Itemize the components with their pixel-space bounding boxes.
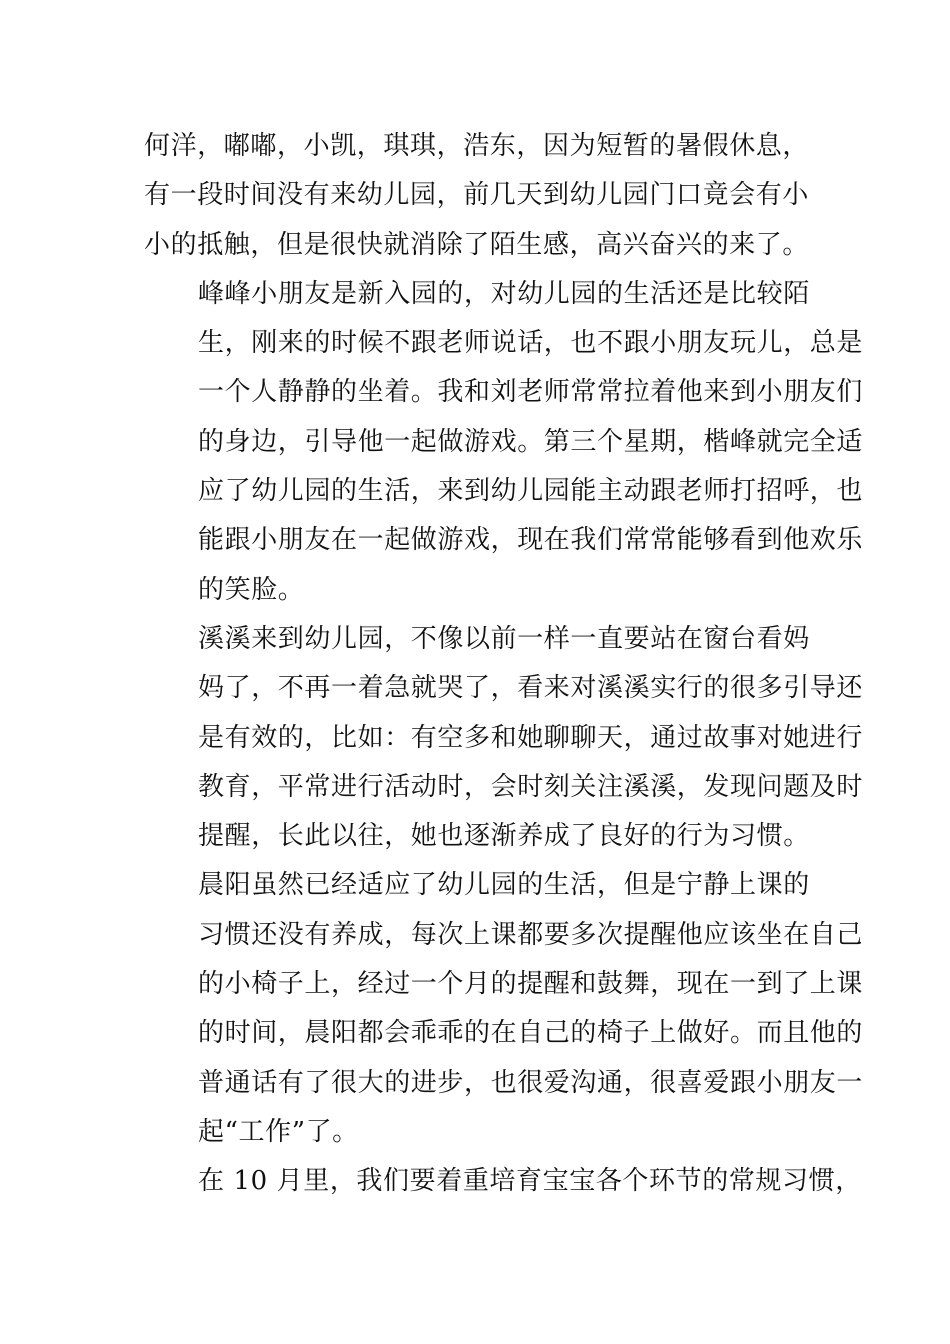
text-line: 起“工作”了。: [198, 1116, 359, 1147]
text-line: 小的抵触，但是很快就消除了陌生感，高兴奋兴的来了。: [144, 229, 810, 260]
text-line: 习惯还没有养成，每次上课都要多次提醒他应该坐在自己: [198, 919, 864, 950]
text-line: 普通话有了很大的进步，也很爱沟通，很喜爱跟小朋友一: [198, 1067, 864, 1098]
paragraph: [144, 270, 864, 615]
text-line: 提醒，长此以往，她也逐渐养成了良好的行为习惯。: [198, 821, 810, 852]
text-line: 溪溪来到幼儿园，不像以前一样一直要站在窗台看妈: [198, 623, 810, 654]
paragraph: [144, 861, 864, 1157]
text-line: 的小椅子上，经过一个月的提醒和鼓舞，现在一到了上课: [198, 969, 864, 1000]
text-line: 晨阳虽然已经适应了幼儿园的生活，但是宁静上课的: [198, 870, 810, 901]
text-line: 有一段时间没有来幼儿园，前几天到幼儿园门口竟会有小: [144, 180, 810, 211]
text-line: 何洋，嘟嘟，小凯，琪琪，浩东，因为短暂的暑假休息，: [144, 131, 810, 161]
text-line: 应了幼儿园的生活，来到幼儿园能主动跟老师打招呼，也: [198, 476, 864, 507]
document-body: [144, 122, 864, 1207]
text-line: 在 10 月里，我们要着重培育宝宝各个环节的常规习惯，: [198, 1166, 862, 1197]
text-line: 妈了，不再一着急就哭了，看来对溪溪实行的很多引导还: [198, 673, 864, 704]
paragraph: [144, 122, 844, 270]
text-line: 一个人静静的坐着。我和刘老师常常拉着他来到小朋友们: [198, 377, 864, 408]
text-line: 能跟小朋友在一起做游戏，现在我们常常能够看到他欢乐: [198, 525, 864, 556]
paragraph: [144, 615, 864, 861]
text-line: 教育，平常进行活动时，会时刻关注溪溪，发现问题及时: [198, 771, 864, 802]
text-line: 的身边，引导他一起做游戏。第三个星期，楷峰就完全适: [198, 426, 864, 457]
text-line: 是有效的，比如：有空多和她聊聊天，通过故事对她进行: [198, 722, 864, 753]
text-line: 的时间，晨阳都会乖乖的在自己的椅子上做好。而且他的: [198, 1018, 864, 1049]
paragraph: [144, 1157, 862, 1206]
text-line: 生，刚来的时候不跟老师说话，也不跟小朋友玩儿，总是: [198, 328, 864, 359]
text-line: 峰峰小朋友是新入园的，对幼儿园的生活还是比较陌: [198, 278, 810, 309]
text-line: 的笑脸。: [198, 574, 305, 605]
